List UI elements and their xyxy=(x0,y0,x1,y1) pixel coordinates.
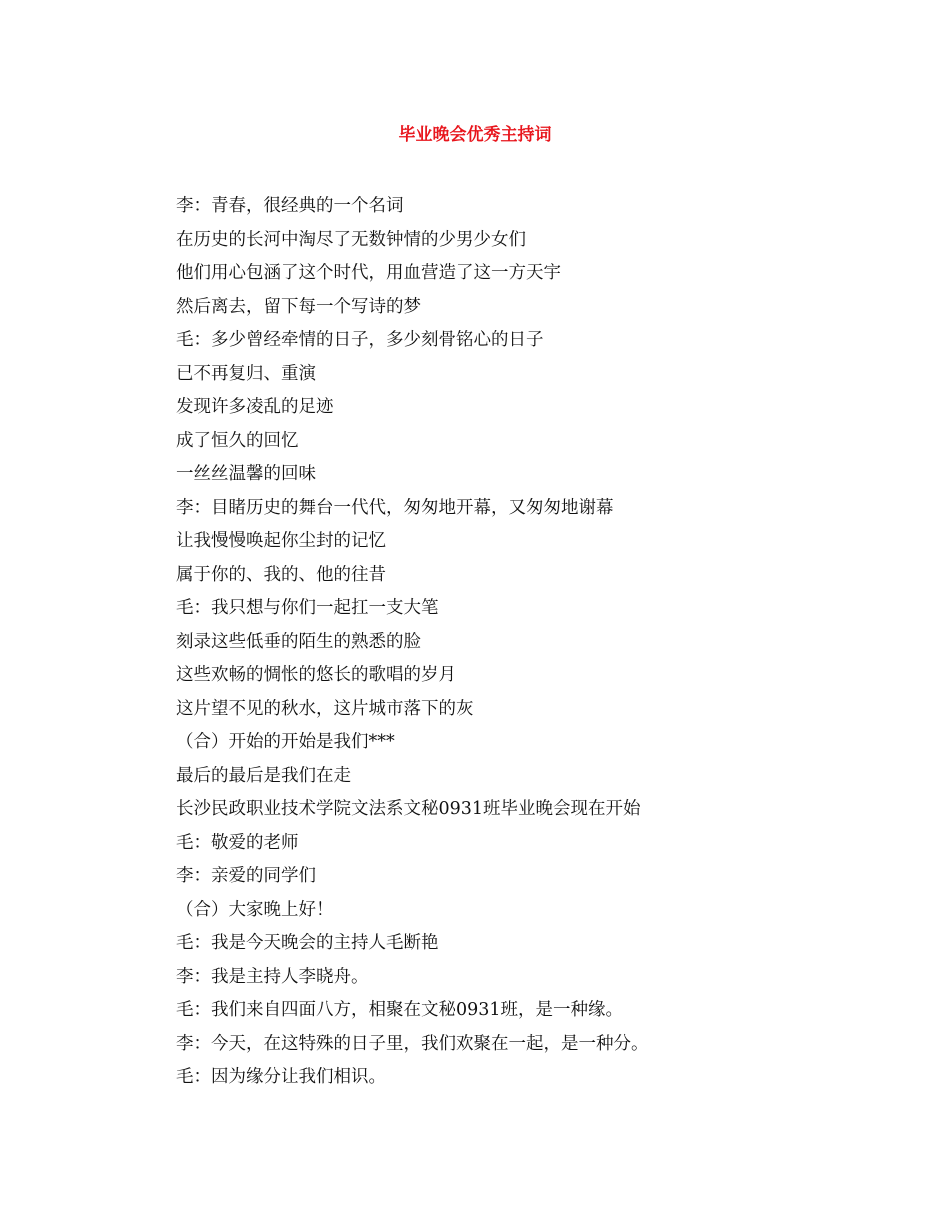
script-line: 最后的最后是我们在走 xyxy=(176,765,351,786)
script-line: 李：我是主持人李晓舟。 xyxy=(176,966,369,987)
script-line: 李：青春，很经典的一个名词 xyxy=(176,196,404,216)
script-line: 毛：我只想与你们一起扛一支大笔 xyxy=(176,598,439,618)
document-title: 毕业晚会优秀主持词 xyxy=(398,125,552,145)
script-line: 成了恒久的回忆 xyxy=(176,430,299,451)
script-line: 长沙民政职业技术学院文法系文秘0931班毕业晚会现在开始 xyxy=(176,799,641,819)
script-line: 毛：因为缘分让我们相识。 xyxy=(176,1067,386,1087)
script-line: 这些欢畅的惆怅的悠长的歌唱的岁月 xyxy=(176,665,456,685)
script-line: （合）开始的开始是我们*** xyxy=(176,732,395,752)
script-line: 他们用心包涵了这个时代，用血营造了这一方天宇 xyxy=(176,263,561,283)
script-line: 毛：我是今天晚会的主持人毛断艳 xyxy=(176,933,439,953)
script-line: 刻录这些低垂的陌生的熟悉的脸 xyxy=(176,631,421,652)
script-line: 李：今天，在这特殊的日子里，我们欢聚在一起，是一种分。 xyxy=(176,1033,649,1054)
script-line: 让我慢慢唤起你尘封的记忆 xyxy=(176,531,386,551)
script-lines xyxy=(176,192,736,1097)
script-line: （合）大家晚上好！ xyxy=(176,899,334,920)
script-line: 属于你的、我的、他的往昔 xyxy=(176,564,386,585)
script-line: 毛：我们来自四面八方，相聚在文秘0931班，是一种缘。 xyxy=(176,1000,624,1020)
script-line: 然后离去，留下每一个写诗的梦 xyxy=(176,296,421,317)
script-line: 发现许多凌乱的足迹 xyxy=(176,397,334,417)
script-line: 已不再复归、重演 xyxy=(176,363,316,384)
script-line: 一丝丝温馨的回味 xyxy=(176,464,316,484)
script-line: 毛：敬爱的老师 xyxy=(176,832,299,853)
script-line: 李：目睹历史的舞台一代代，匆匆地开幕，又匆匆地谢幕 xyxy=(176,497,614,518)
script-line: 毛：多少曾经牵情的日子，多少刻骨铭心的日子 xyxy=(176,330,544,350)
script-line: 李：亲爱的同学们 xyxy=(176,866,316,886)
script-line: 这片望不见的秋水，这片城市落下的灰 xyxy=(176,698,474,719)
script-line: 在历史的长河中淘尽了无数钟情的少男少女们 xyxy=(176,229,526,250)
